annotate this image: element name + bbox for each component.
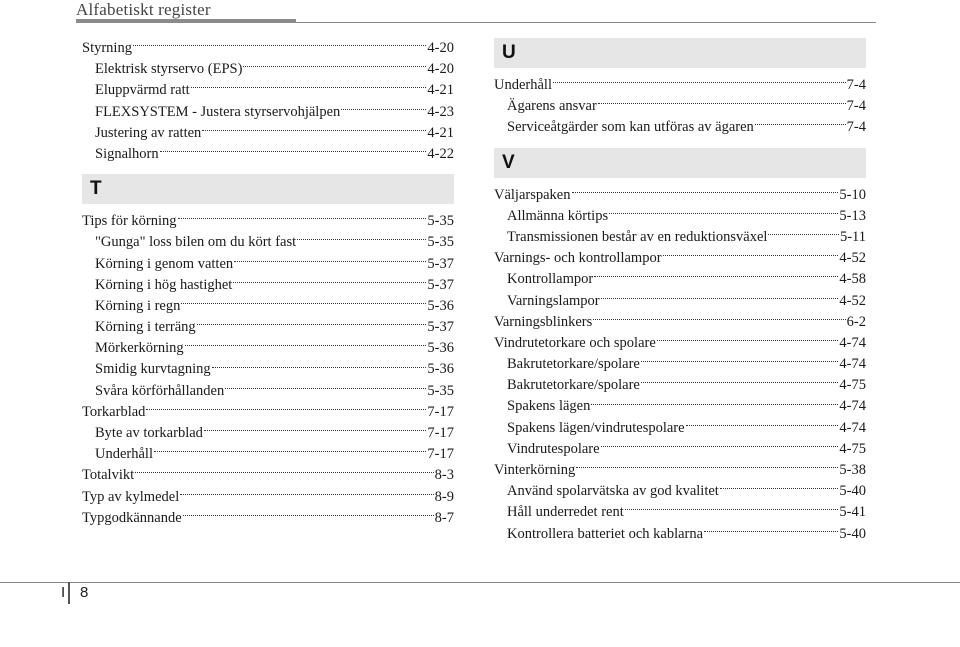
dot-leader (180, 494, 433, 495)
page-title: Alfabetiskt register (76, 0, 211, 19)
index-group (494, 75, 866, 139)
index-entry-label: "Gunga" loss bilen om du kört fast (95, 234, 297, 251)
index-entry-label: Körning i regn (95, 297, 181, 314)
index-entry-label: Elektrisk styrservo (EPS) (95, 61, 243, 78)
section-heading-t: T (82, 174, 454, 204)
index-entry-page: 4-74 (839, 419, 866, 436)
index-entry-page: 5-40 (839, 525, 866, 542)
index-entry (494, 354, 866, 375)
index-entry-page: 4-75 (839, 440, 866, 457)
index-entry (82, 123, 454, 144)
dot-leader (297, 239, 426, 240)
index-entry-label: Torkarblad (82, 403, 146, 420)
section-heading-u: U (494, 38, 866, 68)
index-entry-page: 4-74 (839, 334, 866, 351)
index-entry-label: Transmissionen består av en reduktionsväxel (507, 228, 768, 245)
index-entry (494, 524, 866, 545)
header-rule (296, 22, 876, 23)
index-entry (82, 38, 454, 59)
index-entry (82, 465, 454, 486)
dot-leader (212, 367, 427, 368)
index-entry (82, 232, 454, 253)
index-entry-label: Vinterkörning (494, 462, 576, 478)
index-entry-page: 5-38 (839, 462, 866, 478)
index-entry-label: Spakens lägen/vindrutespolare (507, 419, 685, 436)
dot-leader (598, 103, 846, 104)
dot-leader (133, 45, 426, 46)
index-entry (494, 396, 866, 417)
index-entry (82, 296, 454, 317)
index-entry-label: Serviceåtgärder som kan utföras av ägaren (507, 119, 754, 136)
dot-leader (160, 151, 427, 152)
dot-leader (594, 276, 838, 277)
dot-leader (686, 425, 839, 426)
dot-leader (234, 261, 426, 262)
dot-leader (768, 234, 839, 235)
dot-leader (572, 192, 839, 193)
index-entry-label: Körning i terräng (95, 319, 196, 336)
index-entry (494, 96, 866, 117)
index-entry-label: Körning i genom vatten (95, 255, 234, 272)
index-entry-label: Vindrutespolare (507, 440, 600, 457)
index-entry-label: FLEXSYSTEM - Justera styrservohjälpen (95, 103, 341, 120)
index-entry-label: Tips för körning (82, 213, 177, 230)
index-entry-page: 4-20 (427, 61, 454, 78)
index-entry-label: Varningslampor (507, 292, 600, 309)
header-bar (76, 19, 296, 23)
dot-leader (663, 255, 839, 256)
index-entry (82, 508, 454, 529)
index-entry-label: Ägarens ansvar (507, 98, 597, 115)
index-entry (494, 481, 866, 502)
index-entry-label: Vindrutetorkare och spolare (494, 334, 656, 351)
index-entry-page: 4-52 (839, 292, 866, 309)
index-column-left (82, 38, 454, 529)
index-entry (494, 502, 866, 523)
index-entry-label: Kontrollampor (507, 271, 594, 288)
index-entry (494, 185, 866, 206)
index-entry (494, 248, 866, 269)
index-entry-page: 5-40 (839, 483, 866, 500)
index-entry-label: Typgodkännande (82, 509, 182, 526)
dot-leader (593, 319, 845, 320)
index-entry-page: 5-37 (427, 276, 454, 293)
index-entry-page: 4-74 (839, 356, 866, 373)
index-entry-page: 5-37 (427, 255, 454, 272)
index-entry (494, 312, 866, 333)
dot-leader (657, 340, 839, 341)
dot-leader (181, 303, 426, 304)
index-entry-page: 8-9 (434, 488, 454, 505)
dot-leader (755, 124, 846, 125)
dot-leader (591, 404, 838, 405)
index-entry-page: 5-37 (427, 319, 454, 336)
footer-marker (68, 582, 70, 604)
index-entry-page: 5-36 (427, 297, 454, 314)
index-entry (494, 418, 866, 439)
index-entry (82, 144, 454, 165)
index-entry-page: 4-74 (839, 398, 866, 415)
index-entry-page: 5-35 (427, 234, 454, 251)
index-entry-page: 6-2 (846, 313, 866, 330)
index-entry-label: Svåra körförhållanden (95, 382, 225, 399)
dot-leader (243, 66, 426, 67)
index-entry (82, 102, 454, 123)
dot-leader (183, 515, 434, 516)
index-entry (494, 291, 866, 312)
index-entry-label: Väljarspaken (494, 186, 571, 203)
index-entry-page: 8-7 (434, 509, 454, 526)
index-entry-label: Varningsblinkers (494, 313, 593, 330)
dot-leader (720, 488, 839, 489)
index-entry-page: 5-35 (427, 382, 454, 399)
index-entry-page: 5-35 (427, 213, 454, 230)
index-entry (82, 487, 454, 508)
dot-leader (178, 218, 427, 219)
index-entry-label: Mörkerkörning (95, 340, 184, 357)
index-entry-label: Håll underredet rent (507, 504, 624, 521)
index-entry (494, 460, 866, 481)
index-entry (82, 211, 454, 232)
index-entry-label: Bakrutetorkare/spolare (507, 377, 640, 394)
dot-leader (185, 345, 427, 346)
dot-leader (609, 213, 838, 214)
index-entry-page: 7-4 (846, 98, 866, 115)
index-entry-page: 4-21 (427, 82, 454, 99)
index-entry (82, 80, 454, 101)
index-entry (494, 206, 866, 227)
index-entry-label: Styrning (82, 40, 132, 56)
index-entry-page: 7-4 (846, 119, 866, 136)
index-entry-label: Bakrutetorkare/spolare (507, 356, 640, 373)
index-entry (82, 402, 454, 423)
index-entry-label: Använd spolarvätska av god kvalitet (507, 483, 719, 500)
index-entry-label: Varnings- och kontrollampor (494, 250, 662, 267)
index-entry-page: 4-58 (839, 271, 866, 288)
index-entry-page: 5-13 (839, 207, 866, 224)
index-entry (82, 317, 454, 338)
dot-leader (146, 409, 426, 410)
index-entry-label: Eluppvärmd ratt (95, 82, 190, 99)
index-entry (82, 423, 454, 444)
index-entry (82, 254, 454, 275)
index-entry (82, 444, 454, 465)
index-entry-label: Totalvikt (82, 467, 135, 484)
dot-leader (154, 451, 426, 452)
section-heading-v: V (494, 148, 866, 178)
footer-rule (0, 582, 960, 583)
index-entry-page: 5-41 (839, 504, 866, 521)
index-column-right (494, 38, 866, 545)
index-entry-page: 5-36 (427, 340, 454, 357)
index-entry-page: 4-23 (427, 103, 454, 120)
dot-leader (135, 472, 434, 473)
dot-leader (641, 382, 839, 383)
footer-section-letter: I (61, 584, 66, 601)
dot-leader (625, 509, 839, 510)
index-entry-page: 4-75 (839, 377, 866, 394)
index-entry-label: Justering av ratten (95, 124, 202, 141)
index-entry (494, 439, 866, 460)
index-entry-label: Underhåll (494, 77, 552, 93)
dot-leader (641, 361, 839, 362)
dot-leader (704, 531, 838, 532)
index-entry (494, 117, 866, 138)
index-entry-page: 7-17 (427, 425, 454, 441)
index-entry-page: 4-52 (839, 250, 866, 267)
index-entry-label: Byte av torkarblad (95, 425, 203, 441)
page-number: 8 (80, 584, 89, 601)
index-entry (82, 359, 454, 380)
index-entry-page: 5-11 (839, 228, 866, 245)
index-entry-label: Allmänna körtips (507, 207, 609, 224)
dot-leader (576, 467, 838, 468)
index-entry (494, 333, 866, 354)
index-entry-label: Typ av kylmedel (82, 488, 180, 505)
dot-leader (341, 109, 426, 110)
index-entry-label: Underhåll (95, 446, 153, 463)
index-group (494, 185, 866, 545)
index-entry-page: 7-4 (846, 77, 866, 93)
index-entry (494, 375, 866, 396)
index-entry (82, 59, 454, 80)
dot-leader (202, 130, 426, 131)
index-entry-label: Smidig kurvtagning (95, 361, 211, 378)
index-group (82, 38, 454, 165)
index-entry (494, 269, 866, 290)
dot-leader (553, 82, 846, 83)
dot-leader (601, 298, 839, 299)
dot-leader (225, 388, 426, 389)
index-entry-page: 5-36 (427, 361, 454, 378)
index-entry-page: 4-22 (427, 145, 454, 162)
index-entry (494, 227, 866, 248)
index-entry (82, 381, 454, 402)
dot-leader (233, 282, 426, 283)
dot-leader (204, 430, 426, 431)
index-entry-page: 4-20 (427, 40, 454, 56)
index-entry-page: 8-3 (434, 467, 454, 484)
dot-leader (601, 446, 839, 447)
dot-leader (191, 87, 427, 88)
index-group (82, 211, 454, 529)
index-entry-label: Spakens lägen (507, 398, 591, 415)
index-entry-label: Kontrollera batteriet och kablarna (507, 525, 704, 542)
index-entry-page: 7-17 (427, 446, 454, 463)
index-entry-page: 5-10 (839, 186, 866, 203)
index-entry (82, 275, 454, 296)
index-entry (82, 338, 454, 359)
index-entry-label: Körning i hög hastighet (95, 276, 233, 293)
index-entry (494, 75, 866, 96)
index-entry-page: 7-17 (427, 403, 454, 420)
index-entry-label: Signalhorn (95, 145, 159, 162)
index-entry-page: 4-21 (427, 124, 454, 141)
dot-leader (197, 324, 427, 325)
